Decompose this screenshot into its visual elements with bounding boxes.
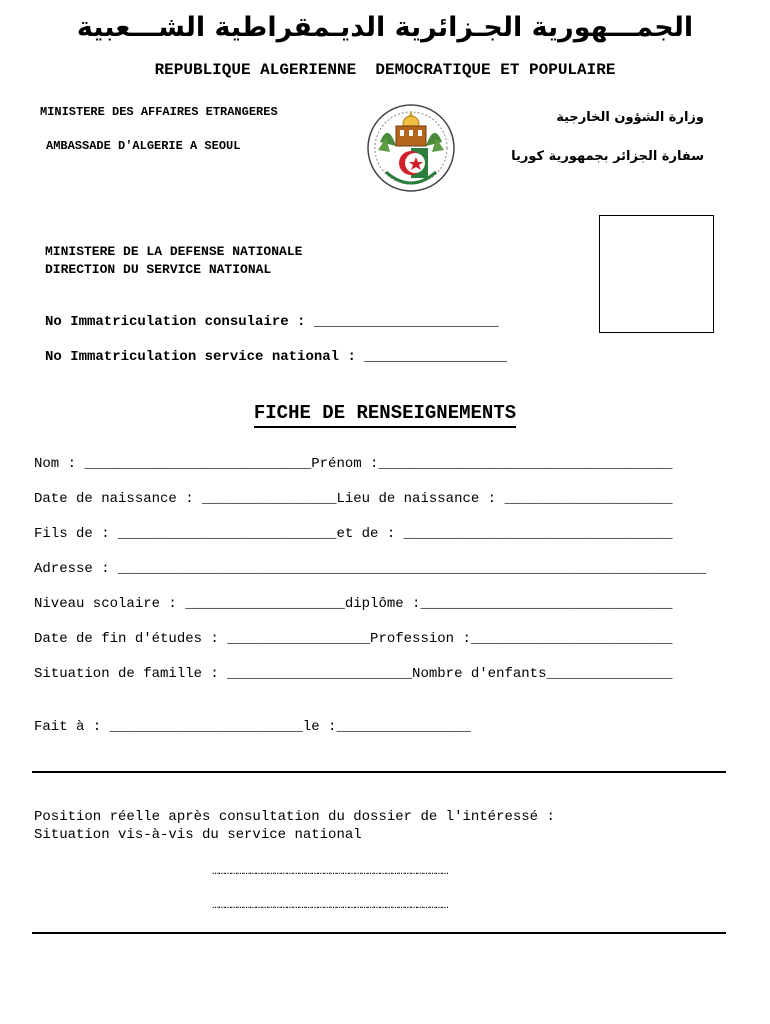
dotted-line-2[interactable]: …………………………………………………………………………………………………… — [212, 898, 448, 912]
field-fils[interactable]: Fils de : __________________________et de : ________________________________ — [34, 526, 673, 542]
position-line1: Position réelle après consultation du dossier de l'intéressé : — [34, 809, 555, 825]
field-naissance[interactable]: Date de naissance : ________________Lieu de naissance : ____________________ — [34, 491, 673, 507]
immat-consulaire: No Immatriculation consulaire : ______________________ — [45, 314, 499, 330]
embassy-ar: سفارة الجزائر بجمهورية كوريا — [511, 149, 704, 164]
embassy-fr: AMBASSADE D'ALGERIE A SEOUL — [46, 139, 241, 153]
immat-service: No Immatriculation service national : _________________ — [45, 349, 508, 365]
ministry-fr: MINISTERE DES AFFAIRES ETRANGERES — [40, 105, 278, 119]
ministry-ar: وزارة الشؤون الخارجية — [556, 110, 704, 125]
position-line2: Situation vis-à-vis du service national — [34, 827, 362, 843]
ministry-defense: MINISTERE DE LA DEFENSE NATIONALE — [45, 244, 303, 259]
field-nom[interactable]: Nom : ___________________________Prénom :___________________________________ — [34, 456, 673, 472]
field-niveau[interactable]: Niveau scolaire : ___________________diplôme :______________________________ — [34, 596, 673, 612]
dotted-line-1[interactable]: …………………………………………………………………………………………………… — [212, 864, 448, 878]
republic-title: REPUBLIQUE ALGERIENNE DEMOCRATIQUE ET POPULAIRE — [154, 61, 616, 79]
field-famille[interactable]: Situation de famille : ______________________Nombre d'enfants_______________ — [34, 666, 673, 682]
field-adresse[interactable]: Adresse : ______________________________________________________________________ — [34, 561, 707, 577]
national-emblem-icon — [366, 102, 456, 194]
divider-bottom — [32, 932, 726, 934]
arabic-title: الجمـــهورية الجـزائرية الديـمقراطية الشـــعبية — [76, 12, 694, 43]
form-title: FICHE DE RENSEIGNEMENTS — [0, 402, 770, 424]
field-fin-etudes[interactable]: Date de fin d'études : _________________Profession :________________________ — [34, 631, 673, 647]
direction-service: DIRECTION DU SERVICE NATIONAL — [45, 262, 272, 277]
photo-box — [599, 215, 714, 333]
divider-top — [32, 771, 726, 773]
field-fait[interactable]: Fait à : _______________________le :________________ — [34, 719, 471, 735]
